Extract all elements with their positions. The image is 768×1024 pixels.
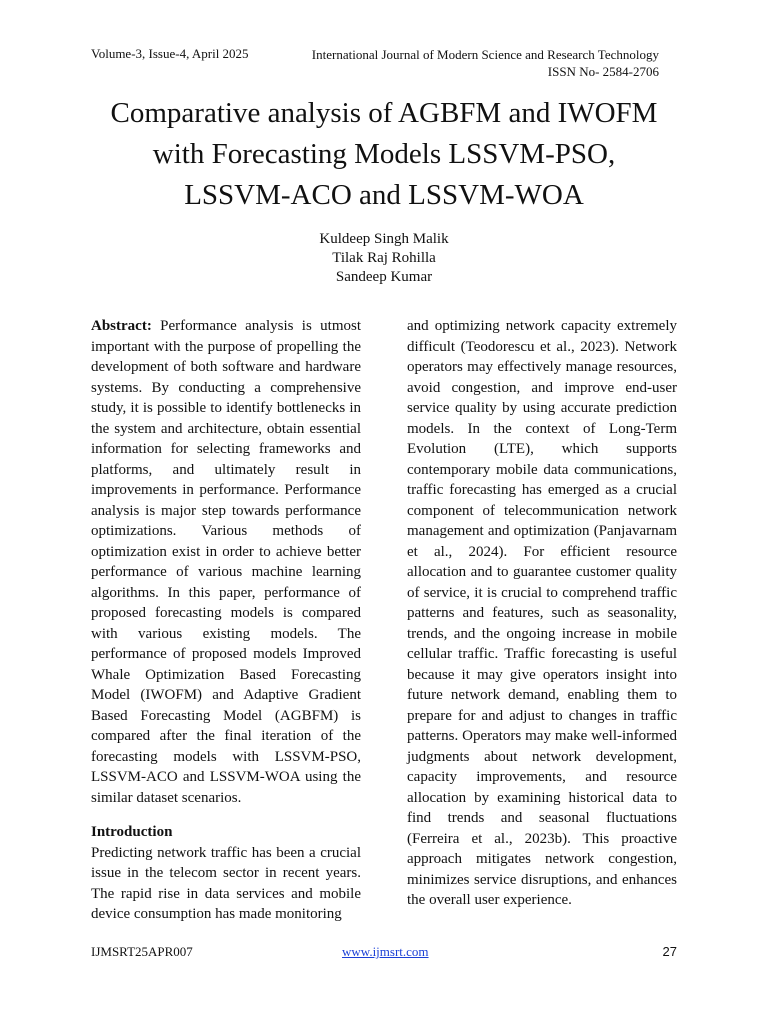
issn: ISSN No- 2584-2706 bbox=[547, 64, 659, 79]
introduction-text-left: Predicting network traffic has been a crucial issue in the telecom sector in recent years. The rapid rise in data services and mobile device consumption has made monitoring bbox=[91, 844, 361, 922]
abstract-label: Abstract: bbox=[91, 318, 152, 334]
article-id: IJMSRT25APR007 bbox=[91, 944, 193, 959]
title-line-1: Comparative analysis of AGBFM and IWOFM bbox=[110, 97, 658, 129]
paper-title bbox=[60, 93, 708, 216]
volume-info: Volume-3, Issue-4, April 2025 bbox=[91, 46, 249, 61]
author-list bbox=[60, 230, 708, 287]
author-name: Sandeep Kumar bbox=[335, 269, 433, 285]
journal-header bbox=[312, 46, 659, 80]
introduction-text-right: and optimizing network capacity extremely difficult (Teodorescu et al., 2023). Network operators may effectively manage resources, avoid congestion, and improve end-user service quality by using accurate prediction models. In the context of Long-Term Evolution (LTE), which supports contemporary mobile data communications, traffic forecasting has emerged as a crucial component of telecommunication network management and optimization (Panjavarnam et al., 2024). For efficient resource allocation and to guarantee customer quality of service, it is crucial to comprehend traffic patterns and features, such as seasonality, trends, and the ongoing increase in mobile cellular traffic. Traffic forecasting is useful because it may give operators insight into future network demand, enabling them to prepare for and adjust to changes in traffic patterns. Operators may make well-informed judgments about network development, capacity improvements, and resource allocation by examining historical data to find trends and seasonal fluctuations (Ferreira et al., 2023b). This proactive approach mitigates network congestion, minimizes service disruptions, and enhances the overall user experience. bbox=[407, 318, 677, 908]
journal-name: International Journal of Modern Science and Research Technology bbox=[311, 47, 659, 62]
right-column bbox=[407, 316, 677, 911]
page-number: 27 bbox=[662, 944, 677, 959]
left-column bbox=[91, 316, 361, 925]
abstract bbox=[91, 316, 361, 808]
journal-website-link[interactable]: www.ijmsrt.com bbox=[342, 944, 429, 959]
title-line-3: LSSVM-ACO and LSSVM-WOA bbox=[184, 179, 584, 211]
author-name: Kuldeep Singh Malik bbox=[319, 231, 449, 247]
title-line-2: with Forecasting Models LSSVM-PSO, bbox=[152, 138, 616, 170]
introduction-heading: Introduction bbox=[91, 824, 173, 840]
abstract-text: Performance analysis is utmost important with the purpose of propelling the development of both software and hardware systems. By conducting a comprehensive study, it is possible to identify bottlenecks in the system and architecture, obtain essential information for selecting frameworks and platforms, and ultimately result in improvements in performance. Performance analysis is major step towards performance optimizations. Various methods of optimization exist in order to achieve better performance of various machine learning algorithms. In this paper, performance of proposed forecasting models is compared with various existing models. The performance of proposed models Improved Whale Optimization Based Forecasting Model (IWOFM) and Adaptive Gradient Based Forecasting Model (AGBFM) is compared after the final iteration of the forecasting models with LSSVM-PSO, LSSVM-ACO and LSSVM-WOA using the similar dataset scenarios. bbox=[91, 318, 361, 806]
author-name: Tilak Raj Rohilla bbox=[332, 250, 436, 266]
